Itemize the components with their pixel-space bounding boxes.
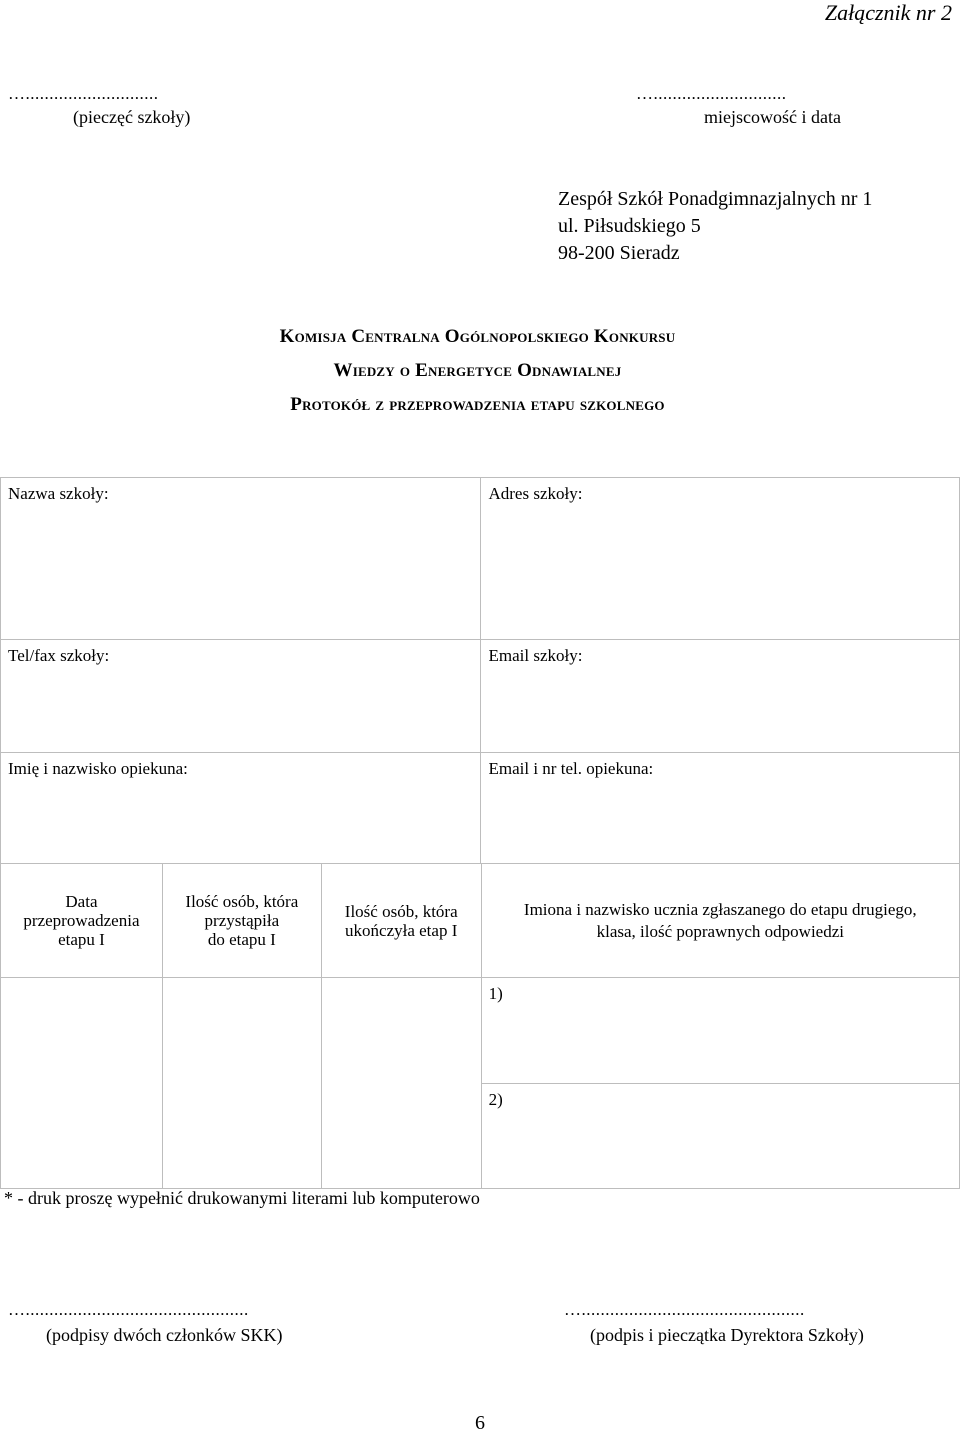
annex-label: Załącznik nr 2 [824, 0, 952, 25]
school-address-field[interactable] [481, 478, 960, 640]
row-number-2: 2) [488, 1090, 503, 1109]
school-email-field[interactable] [481, 640, 960, 753]
address-line-1: Zespół Szkół Ponadgimnazjalnych nr 1 [558, 188, 873, 210]
document-title-line-3: Protokół z przeprowadzenia etapu szkolnego [290, 394, 665, 415]
header-date: Data przeprowadzenia etapu I [1, 864, 163, 978]
address-line-3: 98-200 Sieradz [558, 242, 680, 264]
school-email-label: Email szkoły: [488, 646, 583, 665]
finishers-cell[interactable] [321, 978, 481, 1189]
place-date-label: miejscowość i data [704, 107, 841, 127]
school-stamp-label: (pieczęć szkoły) [73, 107, 191, 127]
supervisor-name-label: Imię i nazwisko opiekuna: [8, 759, 188, 778]
header-finishers: Ilość osób, która ukończyła etap I [321, 864, 481, 978]
place-date-dotted-line: …............................ [636, 84, 787, 103]
school-address-label: Adres szkoły: [488, 484, 583, 503]
director-signature-dotted-line: …............................................... [564, 1300, 805, 1319]
student-row-2[interactable] [481, 1084, 959, 1189]
header-qualified-students: Imiona i nazwisko ucznia zgłaszanego do etapu drugiego, klasa, ilość poprawnych odpowiedzi [481, 864, 959, 978]
supervisor-contact-field[interactable] [481, 753, 960, 864]
document-title-line-1: Komisja Centralna Ogólnopolskiego Konkursu [279, 326, 676, 347]
address-line-2: ul. Piłsudskiego 5 [558, 215, 701, 237]
page-number: 6 [475, 1412, 485, 1434]
director-signature-label: (podpis i pieczątka Dyrektora Szkoły) [590, 1325, 864, 1345]
header-participants: Ilość osób, która przystąpiła do etapu I [162, 864, 321, 978]
footnote: * - druk proszę wypełnić drukowanymi literami lub komputerowo [4, 1188, 480, 1208]
row-number-1: 1) [488, 984, 503, 1003]
school-name-field[interactable] [1, 478, 481, 640]
supervisor-contact-label: Email i nr tel. opiekuna: [488, 759, 654, 778]
school-stamp-dotted-line: …............................ [8, 84, 159, 103]
school-address-block [558, 186, 872, 267]
document-title-line-2: Wiedzy o Energetyce Odnawialnej [333, 360, 622, 381]
school-phone-label: Tel/fax szkoły: [8, 646, 110, 665]
stage-results-table [0, 863, 960, 1189]
participants-cell[interactable] [162, 978, 321, 1189]
skk-signature-dotted-line: …............................................... [8, 1300, 249, 1319]
school-info-table [0, 477, 960, 864]
school-phone-field[interactable] [1, 640, 481, 753]
school-name-label: Nazwa szkoły: [8, 484, 109, 503]
student-row-1[interactable] [481, 978, 959, 1084]
skk-signature-label: (podpisy dwóch członków SKK) [46, 1325, 283, 1345]
date-cell[interactable] [1, 978, 163, 1189]
supervisor-name-field[interactable] [1, 753, 481, 864]
